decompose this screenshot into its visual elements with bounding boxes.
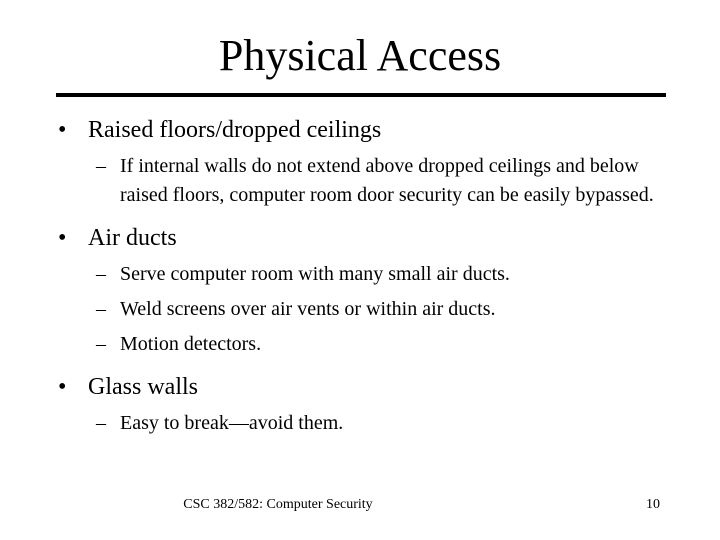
sub-bullet-text: Easy to break—avoid them. bbox=[120, 412, 344, 434]
page-number: 10 bbox=[646, 497, 660, 512]
footer-course: CSC 382/582: Computer Security bbox=[183, 497, 373, 512]
dash-marker: – bbox=[96, 412, 106, 434]
bullet-list bbox=[58, 114, 678, 450]
sub-bullet-text: Weld screens over air vents or within air ducts. bbox=[120, 298, 496, 320]
bullet-text: Air ducts bbox=[88, 225, 177, 251]
sub-bullet-item bbox=[58, 409, 678, 438]
sub-bullet-text: Motion detectors. bbox=[120, 333, 262, 355]
bullet-item bbox=[58, 114, 678, 146]
bullet-marker: • bbox=[58, 374, 67, 400]
dash-marker: – bbox=[96, 333, 106, 355]
sub-bullet-text: Serve computer room with many small air ducts. bbox=[120, 263, 510, 285]
bullet-marker: • bbox=[58, 225, 67, 251]
sub-bullet-text: If internal walls do not extend above dropped ceilings and below raised floors, computer room door security can be easily bypassed. bbox=[120, 155, 654, 206]
sub-bullet-list bbox=[58, 260, 678, 359]
dash-marker: – bbox=[96, 155, 106, 177]
title-divider bbox=[56, 93, 666, 97]
sub-bullet-item bbox=[58, 260, 678, 289]
bullet-item bbox=[58, 222, 678, 254]
sub-bullet-list bbox=[58, 409, 678, 438]
bullet-item bbox=[58, 371, 678, 403]
bullet-text: Raised floors/dropped ceilings bbox=[88, 117, 382, 143]
dash-marker: – bbox=[96, 298, 106, 320]
sub-bullet-item bbox=[58, 152, 678, 210]
sub-bullet-item bbox=[58, 295, 678, 324]
bullet-marker: • bbox=[58, 117, 67, 143]
sub-bullet-list bbox=[58, 152, 678, 210]
sub-bullet-item bbox=[58, 330, 678, 359]
dash-marker: – bbox=[96, 263, 106, 285]
slide-title: Physical Access bbox=[218, 31, 502, 80]
bullet-text: Glass walls bbox=[88, 374, 198, 400]
